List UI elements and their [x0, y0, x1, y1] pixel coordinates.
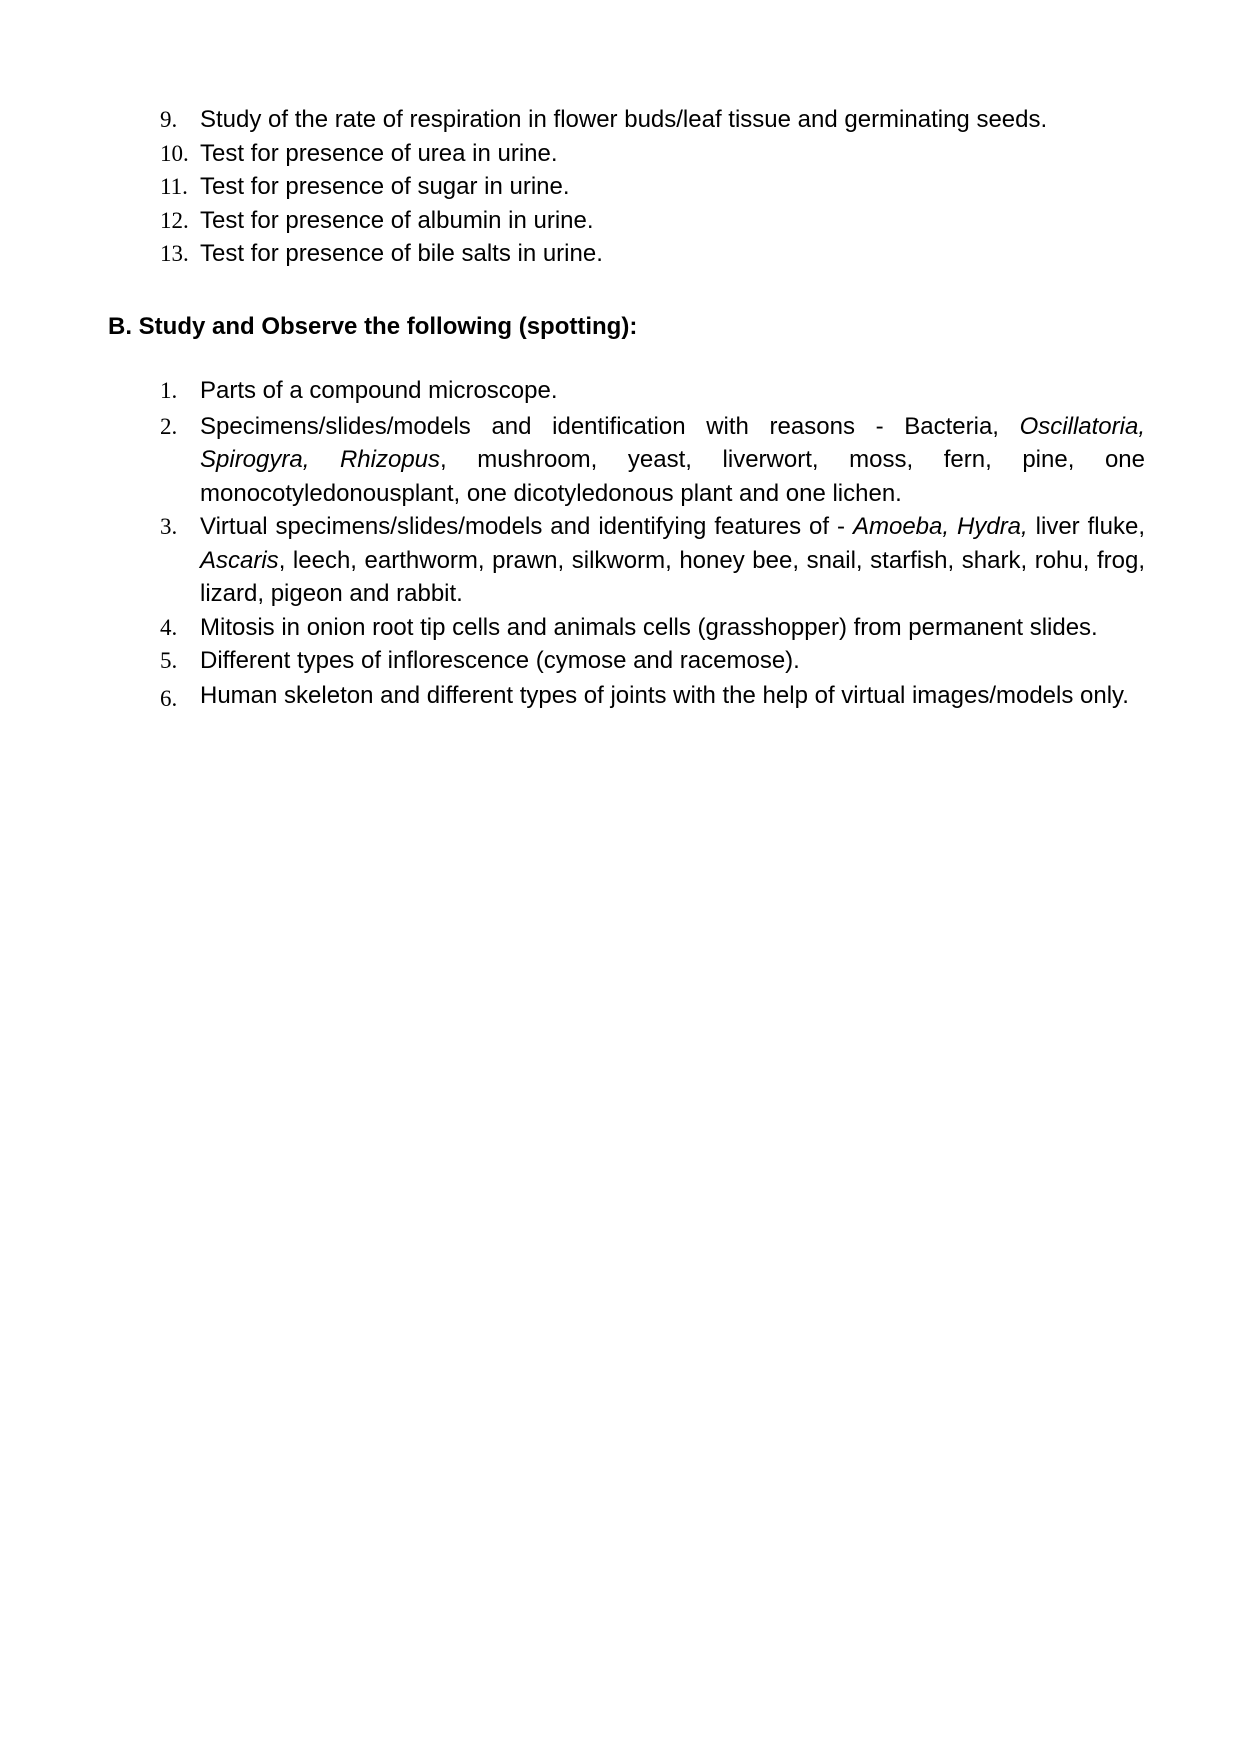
- item-text: Study of the rate of respiration in flower buds/leaf tissue and germinating seeds.: [200, 106, 1048, 133]
- item-text: Test for presence of albumin in urine.: [200, 206, 594, 234]
- list-item: [160, 611, 1145, 645]
- item-text-part: , leech, earthworm, prawn, silkworm, honey bee, snail, starfish, shark, rohu, frog, lizard, pigeon and rabbit.: [200, 546, 1145, 607]
- item-text: Mitosis in onion root tip cells and animals cells (grasshopper) from permanent slides.: [200, 613, 1098, 641]
- item-number: 11.: [160, 174, 188, 199]
- item-text: Test for presence of sugar in urine.: [200, 173, 570, 200]
- item-text-part: liver fluke,: [1027, 513, 1146, 540]
- item-number: 13.: [160, 241, 189, 266]
- item-number: 6.: [160, 685, 178, 711]
- item-text-part: Specimens/slides/models and identification with reasons - Bacteria,: [200, 412, 1020, 440]
- list-item: [160, 374, 1145, 408]
- list-item: [160, 237, 1145, 271]
- item-text: Parts of a compound microscope.: [200, 377, 558, 404]
- item-number: 9.: [160, 107, 178, 132]
- item-text-part: Virtual specimens/slides/models and identifying features of -: [200, 513, 853, 540]
- list-item: [160, 682, 1145, 713]
- section-b-heading: B. Study and Observe the following (spotting):: [108, 313, 638, 340]
- item-text: Different types of inflorescence (cymose and racemose).: [200, 647, 800, 674]
- item-number: 2.: [160, 413, 178, 439]
- item-text: Human skeleton and different types of joints with the help of virtual images/models only.: [200, 681, 1129, 709]
- list-item: [160, 170, 1145, 204]
- item-text: [200, 510, 1145, 611]
- list-item: [160, 410, 1145, 511]
- item-text: Test for presence of urea in urine.: [200, 139, 558, 167]
- list-item: [160, 103, 1145, 137]
- item-text: Test for presence of bile salts in urine.: [200, 240, 603, 267]
- item-text-part: , mushroom, yeast, liverwort, moss, fern, pine, one monocotyledonousplant, one dicotyledonous plant and one lichen.: [200, 446, 1145, 507]
- list-item: [160, 204, 1145, 238]
- item-number: 10.: [160, 140, 189, 166]
- list-item: [160, 137, 1145, 171]
- practical-list-continued: [160, 103, 1145, 271]
- item-number: 1.: [160, 378, 178, 403]
- list-item: [160, 510, 1145, 611]
- item-number: 3.: [160, 514, 178, 539]
- item-number: 12.: [160, 207, 189, 233]
- item-number: 4.: [160, 614, 178, 640]
- item-text: [200, 410, 1145, 511]
- spotting-list: [160, 374, 1145, 713]
- item-text-italic: Amoeba, Hydra,: [852, 513, 1028, 540]
- item-text-italic: Ascaris: [200, 546, 279, 574]
- list-item: [160, 644, 1145, 678]
- item-text-italic: Oscillatoria, Spirogyra, Rhizopus: [200, 412, 1145, 473]
- item-number: 5.: [160, 648, 178, 673]
